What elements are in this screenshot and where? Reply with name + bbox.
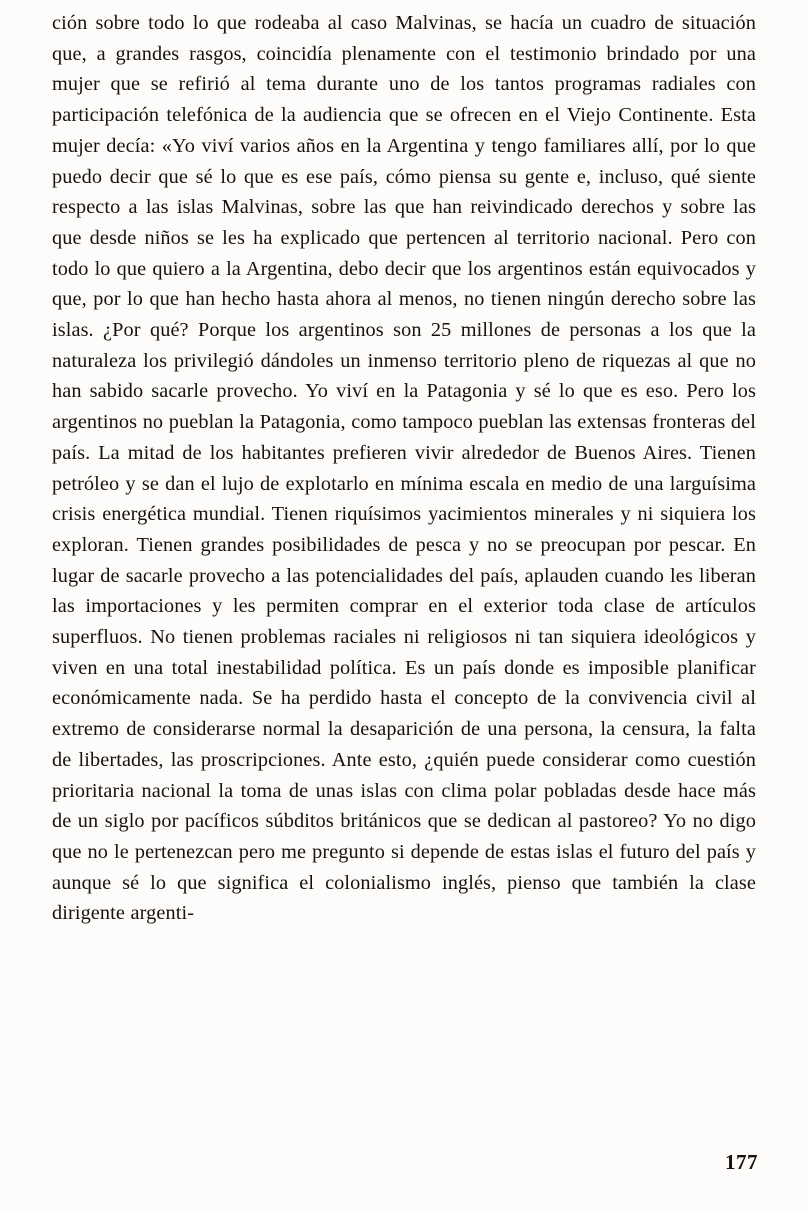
page-number: 177 — [725, 1150, 758, 1174]
body-text-block — [52, 8, 756, 929]
body-paragraph: ción sobre todo lo que rodeaba al caso Malvinas, se hacía un cuadro de situación que, a grandes rasgos, coincidía plenamente con el testimonio brindado por una mujer que se refirió al tema durante uno de los tantos programas radiales con participación telefónica de la audiencia que se ofrecen en el Viejo Continente. Esta mujer decía: «Yo viví varios años en la Argentina y tengo familiares allí, por lo que puedo decir que sé lo que es ese país, cómo piensa su gente e, incluso, qué siente respecto a las islas Malvinas, sobre las que han reivindicado derechos y sobre las que desde niños se les ha explicado que pertencen al territorio nacional. Pero con todo lo que quiero a la Argentina, debo decir que los argentinos están equivocados y que, por lo que han hecho hasta ahora al menos, no tienen ningún derecho sobre las islas. ¿Por qué? Porque los argentinos son 25 millones de personas a los que la naturaleza los privilegió dándoles un inmenso territorio pleno de riquezas al que no han sabido sacarle provecho. Yo viví en la Patagonia y sé lo que es eso. Pero los argentinos no pueblan la Patagonia, como tampoco pueblan las extensas fronteras del país. La mitad de los habitantes prefieren vivir alrededor de Buenos Aires. Tienen petróleo y se dan el lujo de explotarlo en mínima escala en medio de una larguísima crisis energética mundial. Tienen riquísimos yacimientos minerales y ni siquiera los exploran. Tienen grandes posibilidades de pesca y no se preocupan por pescar. En lugar de sacarle provecho a las potencialidades del país, aplauden cuando les liberan las importaciones y les permiten comprar en el exterior toda clase de artículos superfluos. No tienen problemas raciales ni religiosos ni tan siquiera ideológicos y viven en una total inestabilidad política. Es un país donde es imposible planificar económicamente nada. Se ha perdido hasta el concepto de la convivencia civil al extremo de considerarse normal la desaparición de una persona, la censura, la falta de libertades, las proscripciones. Ante esto, ¿quién puede considerar como cuestión prioritaria nacional la toma de unas islas con clima polar pobladas desde hace más de un siglo por pacíficos súbditos británicos que se dedican al pastoreo? Yo no digo que no le pertenezcan pero me pregunto si depende de estas islas el futuro del país y aunque sé lo que significa el colonialismo inglés, pienso que también la clase dirigente argenti- — [52, 12, 756, 925]
